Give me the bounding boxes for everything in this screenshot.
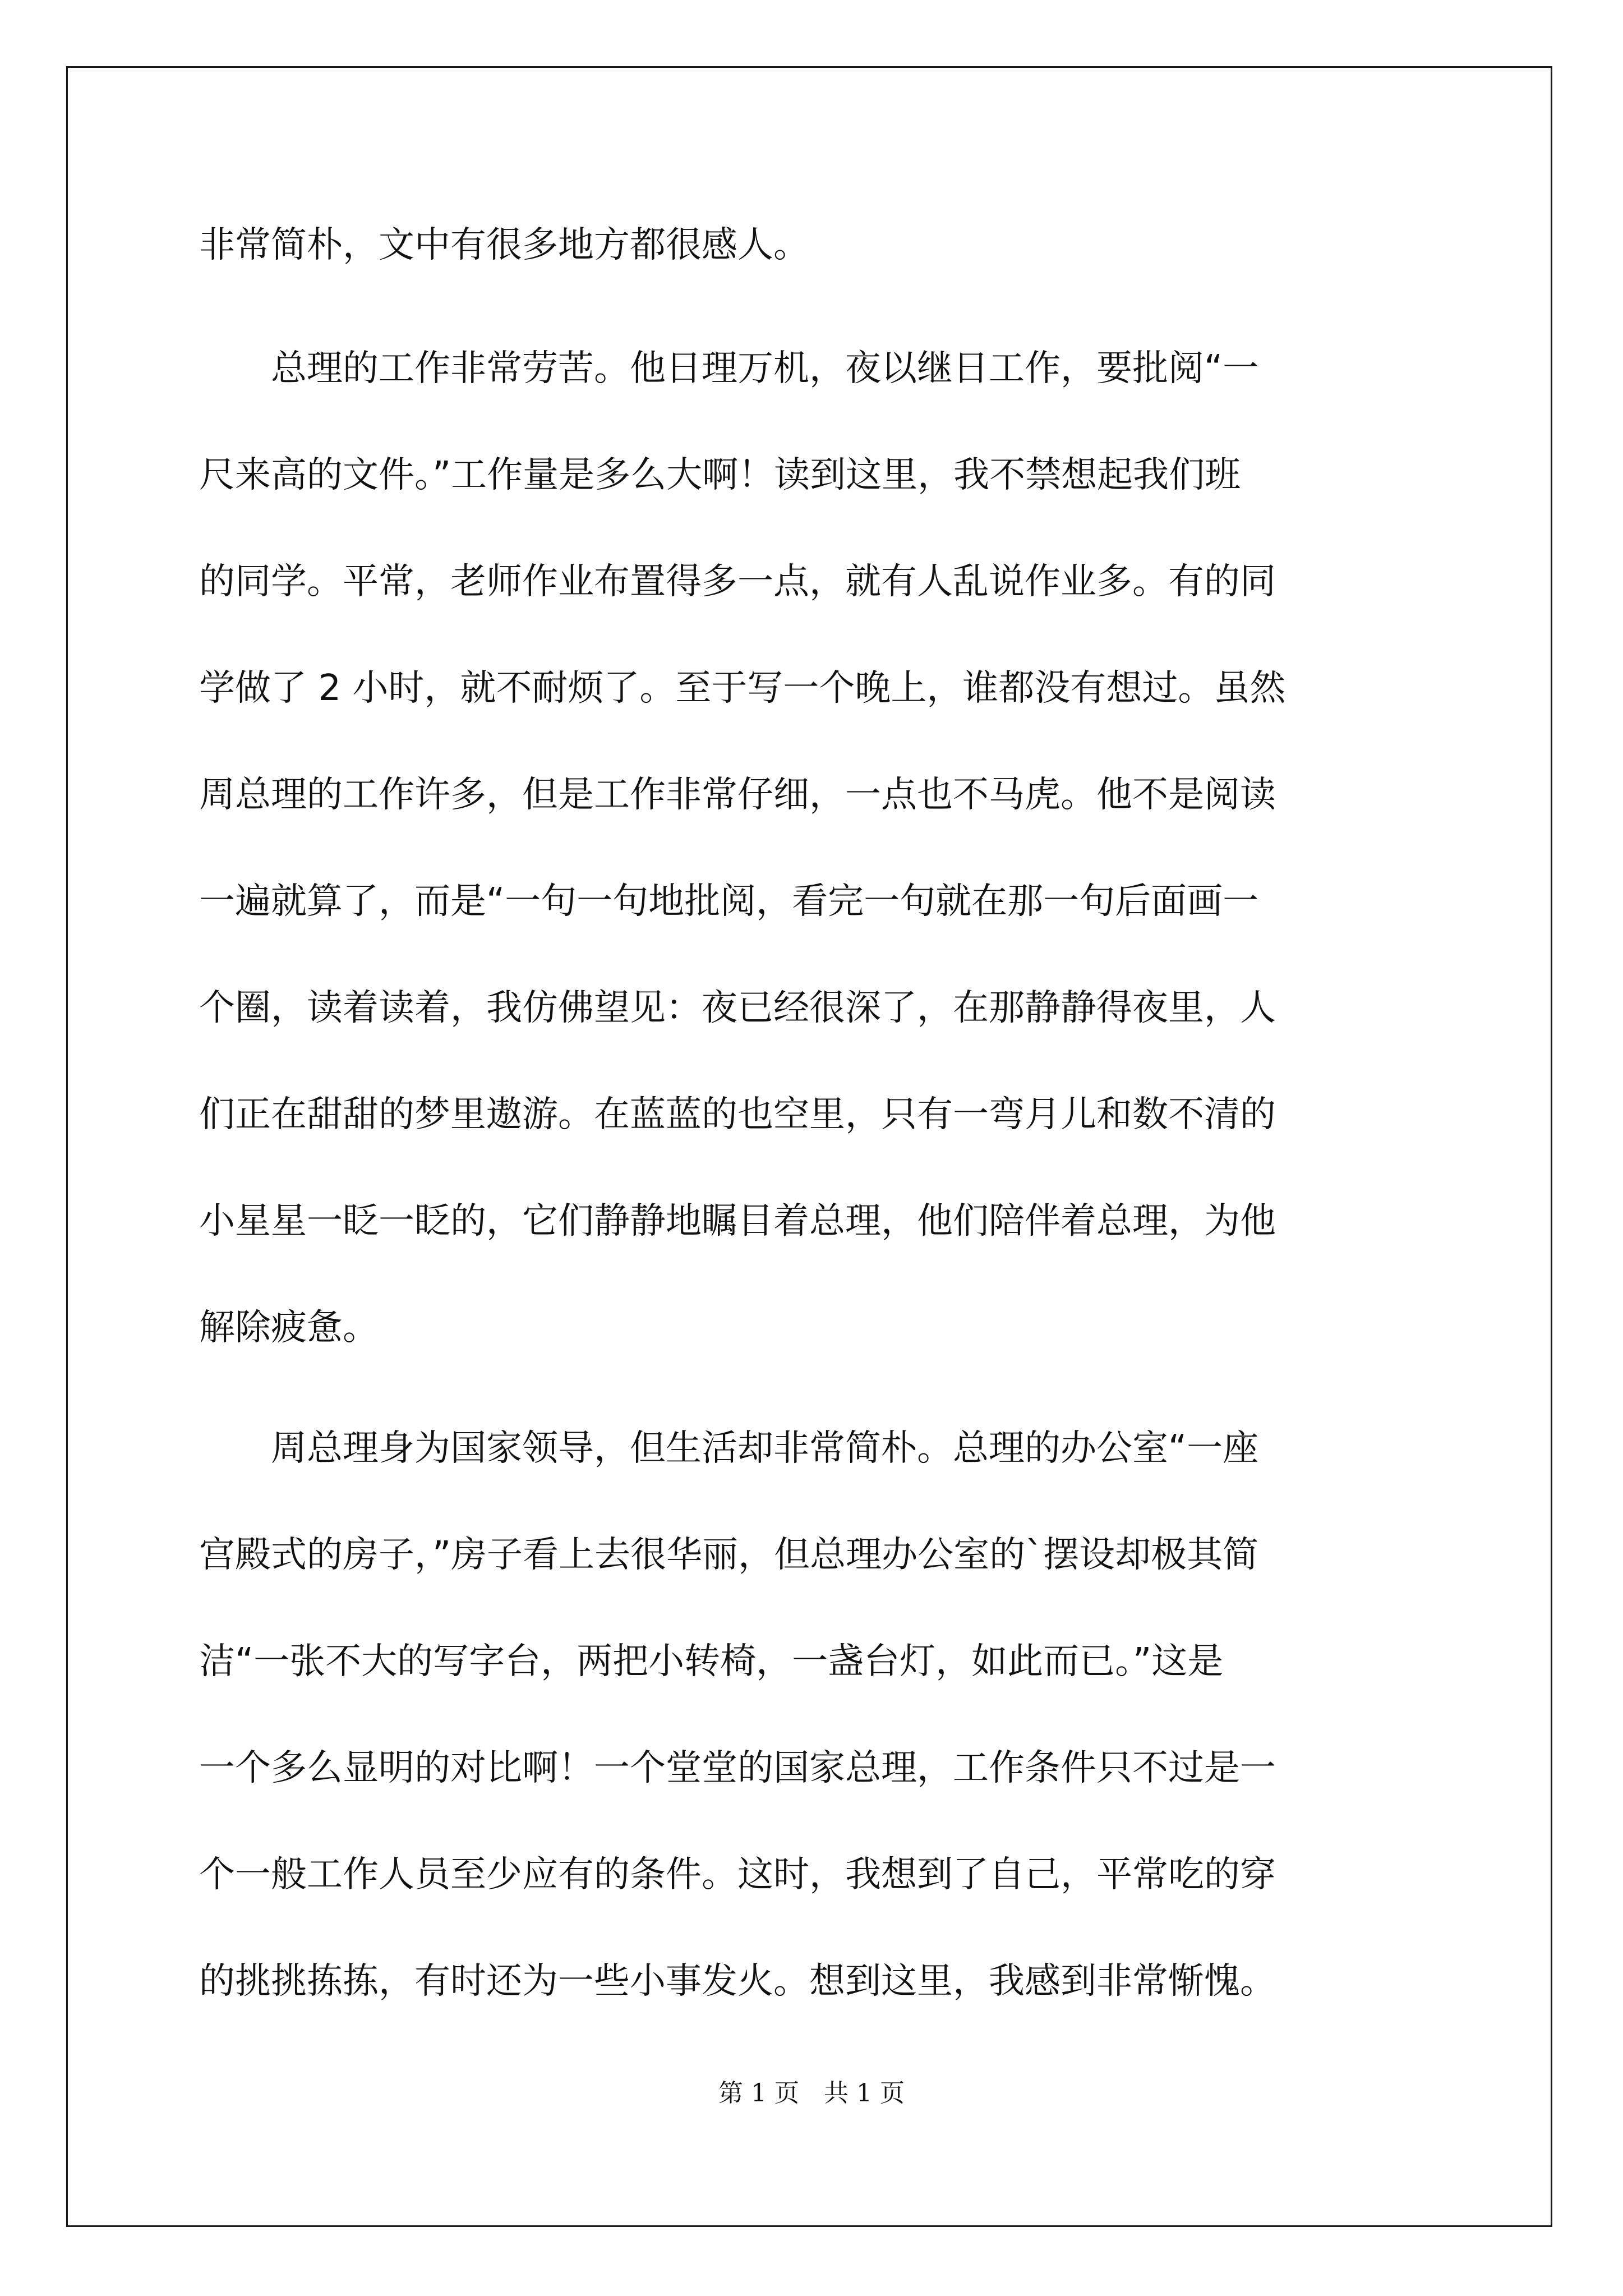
text-line-6: 周总理的工作许多，但是工作非常仔细，一点也不马虎。他不是阅读 [199,774,1276,816]
text-line-17: 的挑挑拣拣，有时还为一些小事发火。想到这里，我感到非常惭愧。 [199,1961,1276,2002]
text-line-2: 总理的工作非常劳苦。他日理万机，夜以继日工作，要批阅“一 [199,348,1259,389]
text-line-12: 周总理身为国家领导，但生活却非常简朴。总理的办公室“一座 [199,1428,1259,1469]
text-line-16: 个一般工作人员至少应有的条件。这时，我想到了自己，平常吃的穿 [199,1854,1276,1895]
text-line-15: 一个多么显明的对比啊！一个堂堂的国家总理，工作条件只不过是一 [199,1747,1276,1789]
text-line-1: 非常简朴，文中有很多地方都很感人。 [199,224,809,266]
text-line-11: 解除疲惫。 [199,1307,379,1349]
text-line-10: 小星星一眨一眨的，它们静静地瞩目着总理，他们陪伴着总理，为他 [199,1200,1276,1242]
text-line-14: 洁“一张不大的写字台，两把小转椅，一盏台灯，如此而已。”这是 [199,1641,1224,1682]
text-line-7: 一遍就算了，而是“一句一句地批阅，看完一句就在那一句后面画一 [199,881,1259,922]
text-line-3: 尺来高的文件。”工作量是多么大啊！读到这里，我不禁想起我们班 [199,454,1241,496]
text-line-13: 宫殿式的房子，”房子看上去很华丽，但总理办公室的`摆设却极其简 [199,1534,1259,1576]
text-line-4: 的同学。平常，老师作业布置得多一点，就有人乱说作业多。有的同 [199,561,1276,602]
text-line-9: 们正在甜甜的梦里遨游。在蓝蓝的也空里，只有一弯月儿和数不清的 [199,1094,1276,1135]
text-line-5: 学做了 2 小时，就不耐烦了。至于写一个晚上，谁都没有想过。虽然 [199,668,1286,709]
page-footer: 第 1 页 共 1 页 [718,2079,905,2108]
text-line-8: 个圈，读着读着，我仿佛望见：夜已经很深了，在那静静得夜里，人 [199,987,1276,1029]
